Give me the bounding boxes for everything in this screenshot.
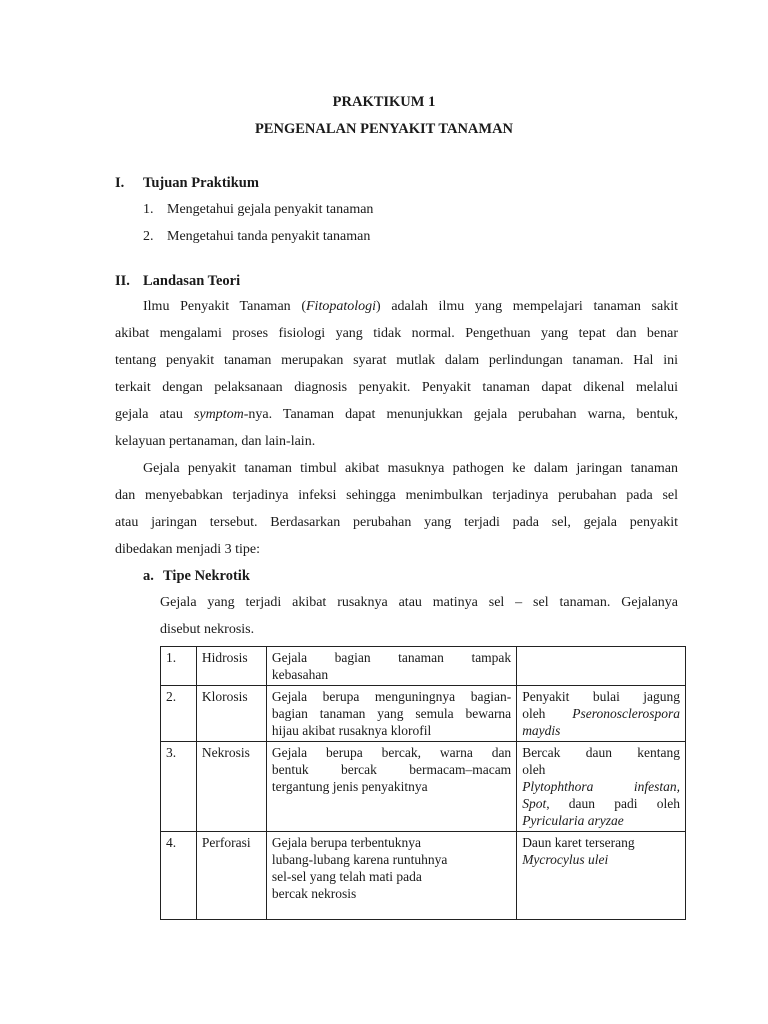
- text-line: atau jaringan tersebut. Berdasarkan perubahan yang terjadi pada sel, gejala penyakit: [115, 515, 678, 530]
- symptom-type: Nekrosis: [196, 742, 266, 832]
- page-subtitle: PENGENALAN PENYAKIT TANAMAN: [254, 121, 514, 137]
- pathogen-name: Pseronosclerospora: [572, 706, 680, 721]
- text-line: Gejala penyakit tanaman timbul akibat masuknya pathogen ke dalam jaringan tanaman: [143, 461, 678, 476]
- subsection-title: Tipe Nekrotik: [163, 568, 250, 584]
- symptom-example: Bercak daun kentang oleh Plytophthora infestan, Spot, daun padi oleh Pyricularia aryzae: [517, 742, 686, 832]
- text-line: akibat mengalami proses fisiologi yang tidak normal. Pengethuan yang tepat dan benar: [115, 326, 678, 341]
- text-line: Gejala yang terjadi akibat rusaknya atau matinya sel – sel tanaman. Gejalanya: [160, 595, 678, 610]
- symptom-example: [517, 647, 686, 686]
- text-line: tentang penyakit tanaman merupakan syarat mutlak dalam perlindungan tanaman. Hal ini: [115, 353, 678, 368]
- italic-term: Fitopatologi: [306, 299, 376, 314]
- symptom-type: Hidrosis: [196, 647, 266, 686]
- table-row: [161, 832, 686, 920]
- row-number: 4.: [161, 832, 197, 920]
- pathogen-name: Pyricularia aryzae: [522, 813, 624, 828]
- symptom-table: [160, 646, 686, 920]
- pathogen-name: Spot: [522, 796, 547, 811]
- symptom-description: Gejala berupa terbentuknya lubang-lubang karena runtuhnya sel-sel yang telah mati pada bercak nekrosis: [266, 832, 516, 920]
- symptom-description: Gejala berupa bercak, warna dan bentuk bercak bermacam–macam tergantung jenis penyakitnya: [266, 742, 516, 832]
- table-row: [161, 647, 686, 686]
- subsection-letter: a.: [143, 568, 154, 584]
- text-line: disebut nekrosis.: [160, 622, 255, 637]
- row-number: 1.: [161, 647, 197, 686]
- pathogen-name: Mycrocylus ulei: [522, 852, 609, 867]
- list-item-text: Mengetahui gejala penyakit tanaman: [167, 202, 374, 217]
- text-line: dibedakan menjadi 3 tipe:: [115, 542, 261, 557]
- symptom-description: Gejala berupa menguningnya bagian- bagian tanaman yang semula bewarna hijau akibat rusaknya klorofil: [266, 686, 516, 742]
- row-number: 3.: [161, 742, 197, 832]
- table-row: [161, 742, 686, 832]
- list-item-number: 2.: [143, 229, 154, 244]
- pathogen-name: maydis: [522, 723, 561, 738]
- page-title: PRAKTIKUM 1: [332, 94, 436, 110]
- section-number: I.: [115, 175, 125, 191]
- list-item-number: 1.: [143, 202, 154, 217]
- row-number: 2.: [161, 686, 197, 742]
- symptom-example: Daun karet terserang Mycrocylus ulei: [517, 832, 686, 920]
- text-line: kelayuan pertanaman, dan lain-lain.: [115, 434, 316, 449]
- symptom-type: Klorosis: [196, 686, 266, 742]
- text-line: Ilmu Penyakit Tanaman (Fitopatologi) adalah ilmu yang mempelajari tanaman sakit: [143, 299, 678, 314]
- list-item-text: Mengetahui tanda penyakit tanaman: [167, 229, 371, 244]
- pathogen-name: Plytophthora infestan,: [522, 779, 680, 794]
- symptom-type: Perforasi: [196, 832, 266, 920]
- text-line: dan menyebabkan terjadinya infeksi sehingga menimbulkan terjadinya perubahan pada sel: [115, 488, 678, 503]
- section-title: Tujuan Praktikum: [143, 175, 259, 191]
- text-line: terkait dengan pelaksanaan diagnosis penyakit. Penyakit tanaman dapat dikenal melalui: [115, 380, 678, 395]
- table-row: [161, 686, 686, 742]
- section-number: II.: [115, 273, 130, 289]
- section-title: Landasan Teori: [143, 273, 241, 289]
- symptom-description: Gejala bagian tanaman tampak kebasahan: [266, 647, 516, 686]
- text-line: gejala atau symptom-nya. Tanaman dapat menunjukkan gejala perubahan warna, bentuk,: [115, 407, 679, 422]
- italic-term: symptom: [193, 407, 244, 422]
- symptom-example: Penyakit bulai jagung oleh Pseronosclerospora maydis: [517, 686, 686, 742]
